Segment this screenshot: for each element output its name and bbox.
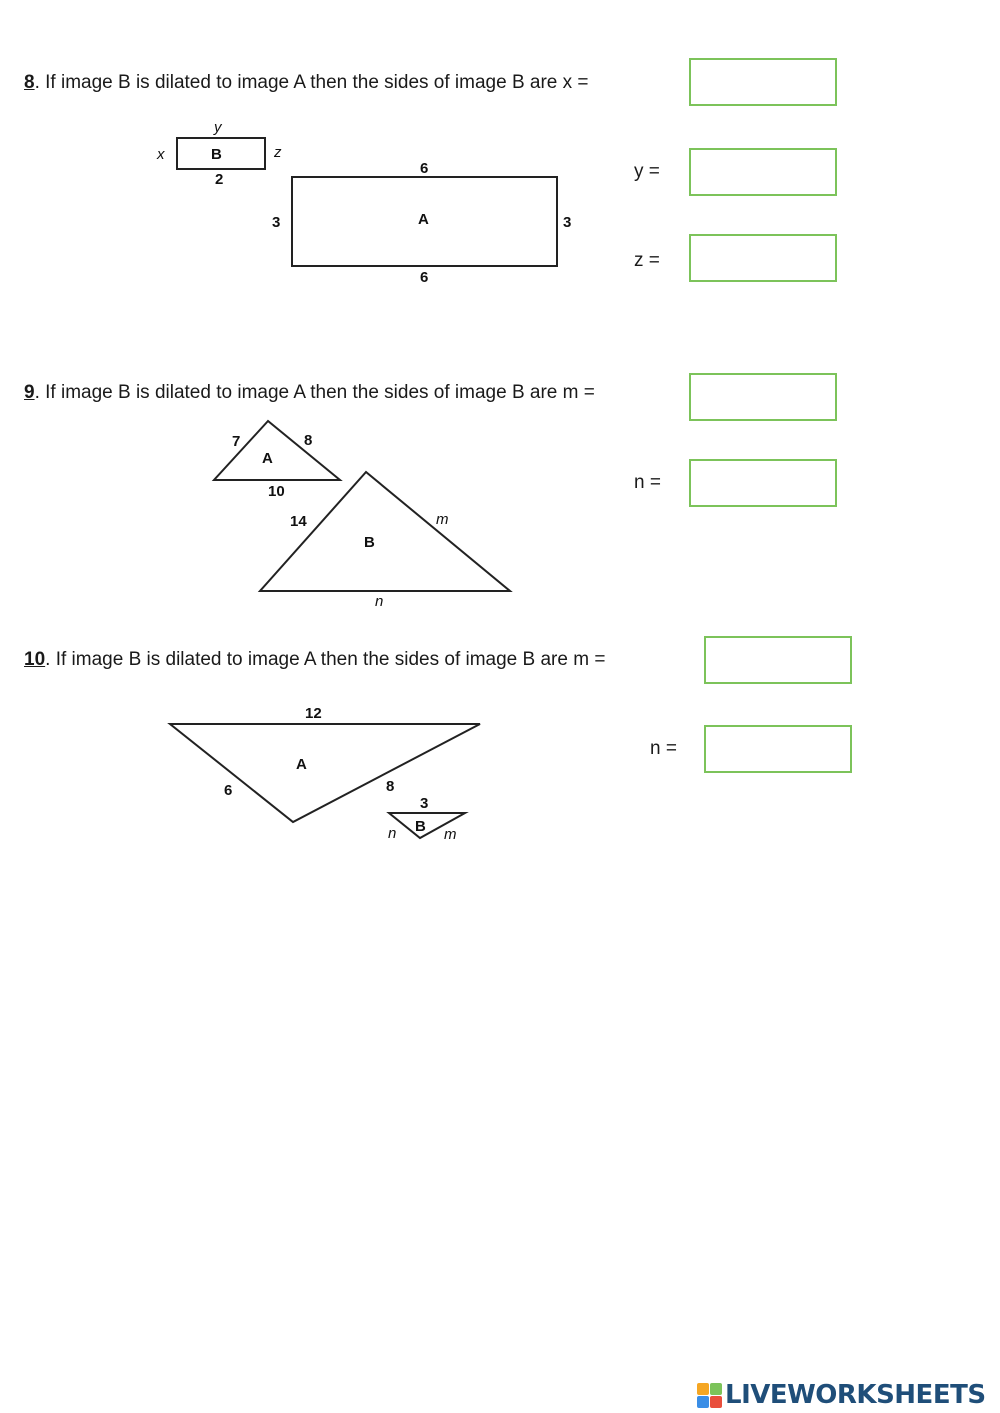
triangle-a-label: A (262, 450, 273, 467)
rectangle-b-top: y (214, 119, 222, 136)
rectangle-a-right: 3 (563, 214, 572, 231)
triangle-b-bottom: n (375, 593, 384, 610)
triangle-b-top: 3 (420, 795, 429, 812)
answer-z-label: z = (634, 250, 660, 271)
answer-y-label: y = (634, 161, 660, 182)
rectangle-a-top: 6 (420, 160, 429, 177)
triangle-a-left: 6 (224, 782, 233, 799)
triangle-b-left: 14 (290, 513, 307, 530)
question-text: . If image B is dilated to image A then the sides of image B are m = (34, 382, 595, 403)
question-number: 10 (24, 649, 46, 670)
triangle-b-label: B (364, 534, 375, 551)
triangle-b-left: n (388, 825, 397, 842)
rectangle-b-right: z (274, 144, 282, 161)
question-number: 8 (24, 72, 35, 93)
question-number: 9 (24, 382, 35, 403)
question-text: . If image B is dilated to image A then the sides of image B are x = (34, 72, 589, 93)
triangle-a-label: A (296, 756, 307, 773)
triangle-a-top: 12 (305, 705, 322, 722)
triangle-b-right: m (444, 826, 457, 843)
rectangle-a-bottom: 6 (420, 269, 429, 286)
answer-n-label: n = (634, 472, 661, 493)
rectangle-b-label: B (211, 146, 222, 163)
rectangle-a-left: 3 (272, 214, 281, 231)
triangle-a-right: 8 (386, 778, 395, 795)
triangle-a (170, 724, 480, 822)
question-text: . If image B is dilated to image A then the sides of image B are m = (45, 649, 606, 670)
rectangle-b-left: x (157, 146, 165, 163)
triangle-b-label: B (415, 818, 426, 835)
triangle-a-right: 8 (304, 432, 313, 449)
triangle-a-left: 7 (232, 433, 241, 450)
triangle-a-bottom: 10 (268, 483, 285, 500)
liveworksheets-logo-icon (697, 1383, 722, 1408)
liveworksheets-logo-text: LIVEWORKSHEETS (725, 1380, 986, 1410)
rectangle-b-bottom: 2 (215, 171, 224, 188)
liveworksheets-logo (697, 1378, 986, 1412)
rectangle-a-label: A (418, 211, 429, 228)
triangle-b-right: m (436, 511, 449, 528)
answer-n-label: n = (650, 738, 677, 759)
